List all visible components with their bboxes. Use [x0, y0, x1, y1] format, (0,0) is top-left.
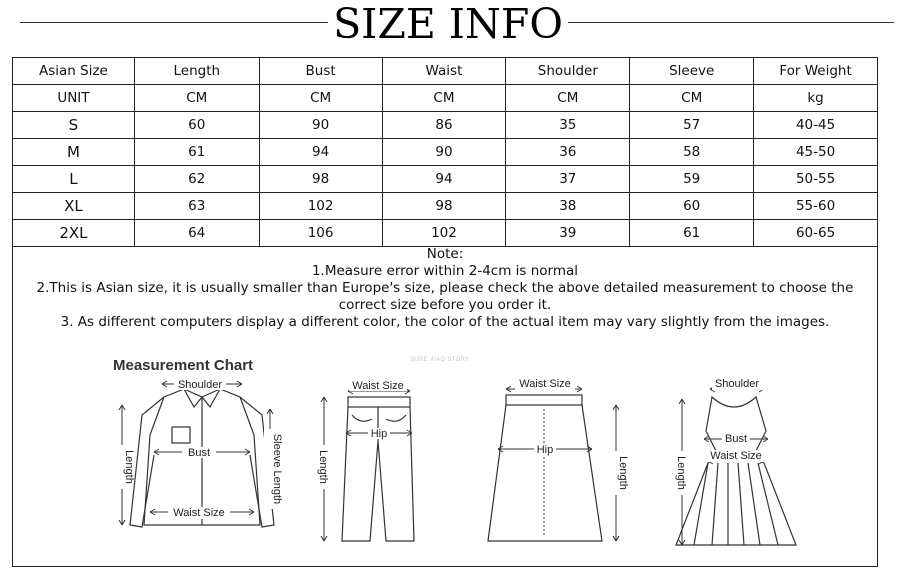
table-cell: 39 — [506, 220, 630, 247]
title-rule-right — [568, 22, 894, 23]
table-cell: 90 — [259, 112, 382, 139]
table-cell: 86 — [382, 112, 506, 139]
table-cell: 45-50 — [754, 139, 878, 166]
table-cell: 102 — [382, 220, 506, 247]
table-cell: 40-45 — [754, 112, 878, 139]
shirt-length-label: Length — [123, 450, 135, 484]
dress-bust-label: Bust — [724, 433, 748, 445]
table-header-row — [13, 58, 878, 85]
table-cell: 98 — [259, 166, 382, 193]
table-cell: 37 — [506, 166, 630, 193]
table-cell: 35 — [506, 112, 630, 139]
page-title: SIZE INFO — [333, 0, 563, 48]
table-cell: 55-60 — [754, 193, 878, 220]
table-cell: Sleeve — [630, 58, 754, 85]
note-3: 3. As different computers display a different color, the color of the actual item may vary slightly from the images. — [60, 314, 830, 330]
table-cell: 94 — [259, 139, 382, 166]
shirt-diagram — [112, 375, 292, 545]
dress-diagram — [668, 375, 808, 555]
table-cell: 59 — [630, 166, 754, 193]
table-cell: CM — [506, 85, 630, 112]
table-cell: CM — [630, 85, 754, 112]
table-cell: 63 — [134, 193, 259, 220]
table-cell: 90 — [382, 139, 506, 166]
skirt-length-label: Length — [617, 456, 629, 490]
table-cell: 61 — [134, 139, 259, 166]
table-cell: Shoulder — [506, 58, 630, 85]
table-cell: 64 — [134, 220, 259, 247]
title-row — [0, 0, 907, 48]
table-cell: 60 — [134, 112, 259, 139]
skirt-waist-label: Waist Size — [519, 378, 571, 390]
table-cell: 60 — [630, 193, 754, 220]
table-cell: kg — [754, 85, 878, 112]
table-row — [13, 193, 878, 220]
size-table — [12, 57, 878, 247]
table-cell: 38 — [506, 193, 630, 220]
row-label-cell: XL — [13, 193, 135, 220]
note-1: 1.Measure error within 2-4cm is normal — [311, 263, 579, 279]
table-cell: 102 — [259, 193, 382, 220]
table-cell: CM — [259, 85, 382, 112]
size-table-body — [13, 58, 878, 247]
table-cell: CM — [134, 85, 259, 112]
pants-waist-label: Waist Size — [352, 380, 404, 392]
dress-shoulder-label: Shoulder — [714, 378, 760, 390]
table-cell: 57 — [630, 112, 754, 139]
row-label-cell: 2XL — [13, 220, 135, 247]
table-row — [13, 139, 878, 166]
title-rule-left — [20, 22, 328, 23]
table-cell: 62 — [134, 166, 259, 193]
table-cell: CM — [382, 85, 506, 112]
table-cell: Length — [134, 58, 259, 85]
watermark: SURE XIAO STORY — [410, 357, 470, 363]
dress-waist-label: Waist Size — [710, 450, 762, 462]
table-cell: 58 — [630, 139, 754, 166]
table-cell: 36 — [506, 139, 630, 166]
notes-heading: Note: — [426, 246, 464, 262]
measurement-chart-title: Measurement Chart — [113, 357, 254, 374]
row-label-cell: M — [13, 139, 135, 166]
pants-length-label: Length — [317, 450, 329, 484]
table-cell: 50-55 — [754, 166, 878, 193]
pants-diagram — [312, 375, 422, 550]
skirt-hip-label: Hip — [536, 444, 554, 456]
table-row — [13, 166, 878, 193]
shirt-shoulder-label: Shoulder — [177, 379, 223, 391]
row-label-cell: Asian Size — [13, 58, 135, 85]
table-cell: Bust — [259, 58, 382, 85]
pants-hip-label: Hip — [370, 428, 388, 440]
shirt-bust-label: Bust — [187, 447, 211, 459]
table-unit-row — [13, 85, 878, 112]
shirt-waist-label: Waist Size — [173, 507, 225, 519]
row-label-cell: S — [13, 112, 135, 139]
table-cell: 61 — [630, 220, 754, 247]
skirt-diagram — [480, 375, 630, 550]
table-cell: 106 — [259, 220, 382, 247]
table-cell: 60-65 — [754, 220, 878, 247]
table-cell: For Weight — [754, 58, 878, 85]
row-label-cell: UNIT — [13, 85, 135, 112]
row-label-cell: L — [13, 166, 135, 193]
table-row — [13, 220, 878, 247]
note-2: 2.This is Asian size, it is usually smaller than Europe's size, please check the above detailed measurement to choose the correct size before you order it. — [36, 280, 854, 313]
table-row — [13, 112, 878, 139]
shirt-sleeve-label: Sleeve Length — [271, 433, 283, 505]
table-cell: 94 — [382, 166, 506, 193]
table-cell: 98 — [382, 193, 506, 220]
dress-length-label: Length — [675, 456, 687, 490]
notes-block — [13, 246, 877, 331]
table-cell: Waist — [382, 58, 506, 85]
